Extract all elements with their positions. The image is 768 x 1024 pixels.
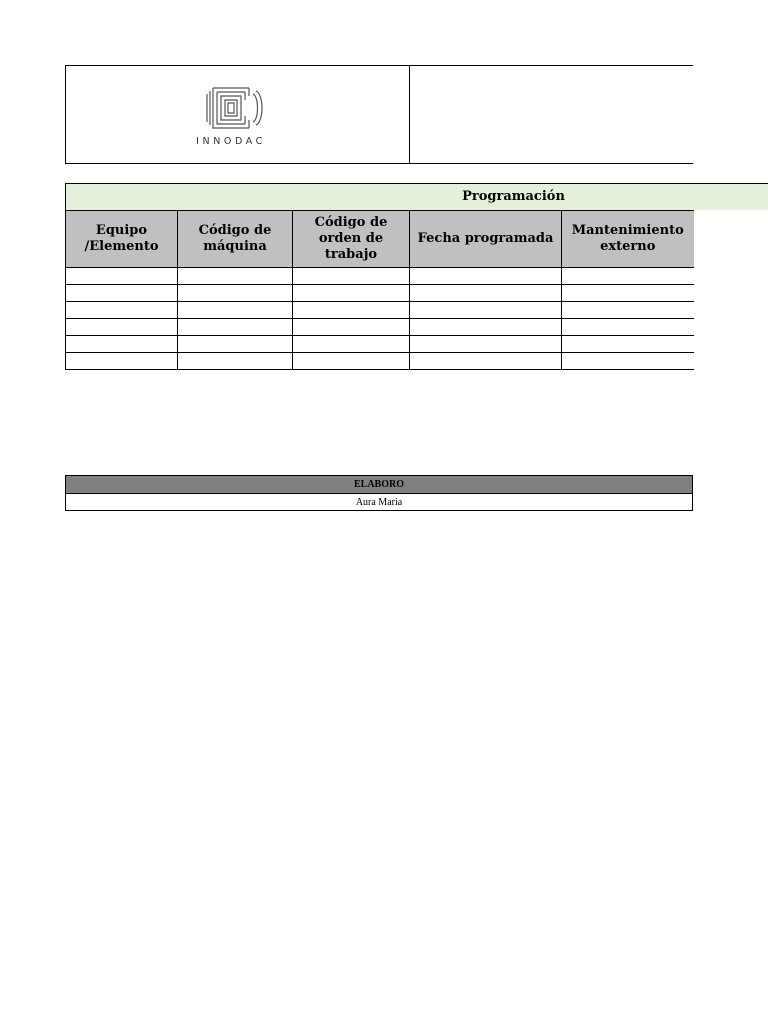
table-cell[interactable] xyxy=(66,336,178,353)
table-cell[interactable] xyxy=(293,268,410,285)
signoff-name-row xyxy=(66,494,693,511)
header-divider xyxy=(409,66,410,163)
table-cell[interactable] xyxy=(293,353,410,370)
table-cell[interactable] xyxy=(66,268,178,285)
table-cell[interactable] xyxy=(293,302,410,319)
table-cell[interactable] xyxy=(410,353,562,370)
table-cell[interactable] xyxy=(66,285,178,302)
table-row xyxy=(66,353,694,370)
table-cell[interactable] xyxy=(562,353,694,370)
table-cell[interactable] xyxy=(293,319,410,336)
signoff-name: Aura Maria xyxy=(66,494,693,511)
column-header-fecha: Fecha programada xyxy=(410,211,562,268)
maintenance-table xyxy=(65,210,694,370)
table-cell[interactable] xyxy=(410,319,562,336)
table-row xyxy=(66,302,694,319)
table-cell[interactable] xyxy=(178,285,293,302)
innodac-logo xyxy=(161,80,301,150)
signoff-header-row xyxy=(66,476,693,494)
signoff-table xyxy=(65,475,693,511)
table-cell[interactable] xyxy=(410,285,562,302)
table-cell[interactable] xyxy=(410,268,562,285)
logo-text: INNODAC xyxy=(196,136,266,147)
table-cell[interactable] xyxy=(562,268,694,285)
table-cell[interactable] xyxy=(293,285,410,302)
logo-mark-icon xyxy=(161,80,301,136)
column-header-codigo-orden: Código de orden de trabajo xyxy=(293,211,410,268)
table-cell[interactable] xyxy=(66,319,178,336)
table-header-row xyxy=(66,211,694,268)
programacion-title: Programación xyxy=(462,189,565,204)
column-header-equipo: Equipo /Elemento xyxy=(66,211,178,268)
table-cell[interactable] xyxy=(178,302,293,319)
column-header-mantenimiento: Mantenimiento externo xyxy=(562,211,694,268)
document-header xyxy=(65,65,693,164)
table-cell[interactable] xyxy=(410,302,562,319)
table-row xyxy=(66,336,694,353)
programacion-band xyxy=(65,183,768,210)
table-row xyxy=(66,319,694,336)
table-row xyxy=(66,268,694,285)
table-cell[interactable] xyxy=(66,353,178,370)
table-cell[interactable] xyxy=(410,336,562,353)
table-cell[interactable] xyxy=(178,353,293,370)
table-cell[interactable] xyxy=(562,336,694,353)
table-cell[interactable] xyxy=(178,319,293,336)
table-row xyxy=(66,285,694,302)
signoff-label: ELABORO xyxy=(66,476,693,494)
column-header-codigo-maquina: Código de máquina xyxy=(178,211,293,268)
table-cell[interactable] xyxy=(562,319,694,336)
table-cell[interactable] xyxy=(562,285,694,302)
table-cell[interactable] xyxy=(66,302,178,319)
table-cell[interactable] xyxy=(562,302,694,319)
table-cell[interactable] xyxy=(293,336,410,353)
table-cell[interactable] xyxy=(178,336,293,353)
table-cell[interactable] xyxy=(178,268,293,285)
